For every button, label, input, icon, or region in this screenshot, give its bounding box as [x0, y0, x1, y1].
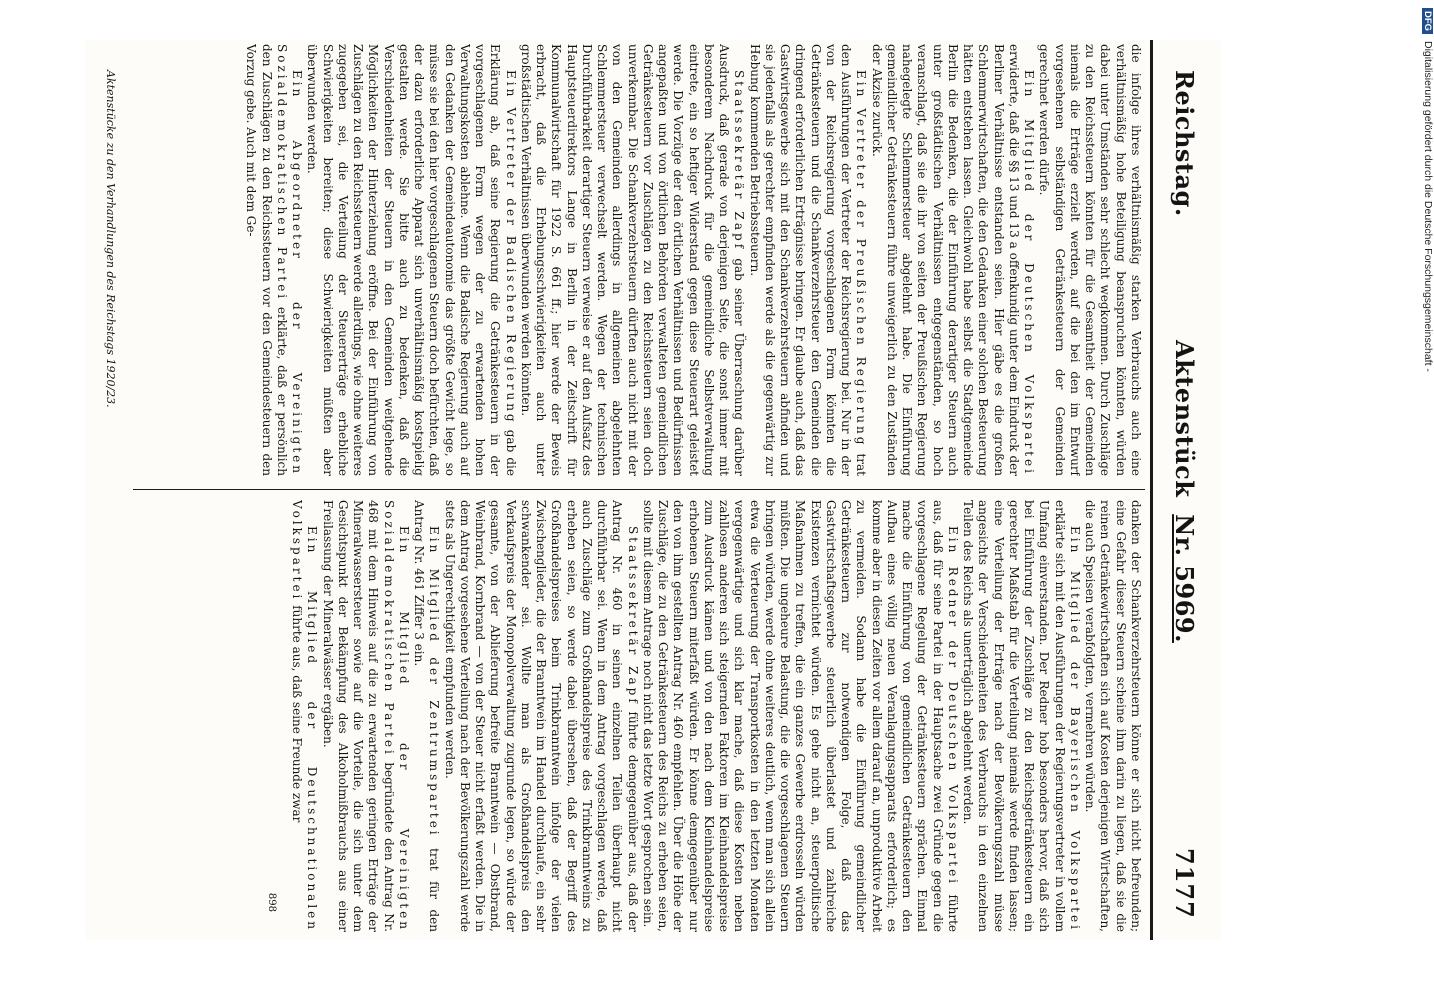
paragraph-text: trat den Ausführungen der Vertreter der Reichsregierung bei. Nur in der von der Reichsregierung vorgeschlagenen Form könnten die Getränkesteuern und die Schankverzehrsteuer den Gemeinden die dringend erforderlichen Erträgnisse bringen. Er glaube auch, daß das Gastwirtsgewerbe sich mit den Schankverzehrsteuern abfinden und sie jedenfalls als gerechter empfinden werde als die gegenwärtig zur Hebung kommenden Betriebssteuern.: [747, 44, 869, 476]
header-reichstag: Reichstag.: [1170, 70, 1199, 217]
speaker-label: Ein Vertreter der Preußischen Regierung: [854, 70, 869, 448]
header-rule: [1150, 40, 1153, 940]
paragraph: [747, 44, 869, 476]
paragraph-text: gab die Erklärung ab, daß seine Regierung die Getränkesteuern in der vorgeschlagenen Form wegen der zu erwartenden hohen Verwaltungskosten ablehne. Wenn die Badische Regierung auch auf den Gedanken der Gemeindeautonomie das größte Gewicht lege, so müsse sie bei den hier vorgeschlagenen Steuern doch befürchten, daß der dazu erforderliche Apparat sich unverhältnismäßig kostspielig gestalten werde. Sie bitte auch zu bedenken, daß die Verschiedenheiten der Steuern in den Gemeinden weitgehende Möglichkeiten der Hinterziehung eröffne. Bei der Einführung von Zuschlägen zu den Reichssteuern werde allerdings, wie ohne weiteres zugegeben sei, die Verteilung der Steuererträge erhebliche Schwierigkeiten bereiten; diese Schwierigkeiten müßten aber überwunden werden.: [305, 44, 518, 476]
speaker-label: Ein Abgeordneter der Vereinigten Sozialdemokratischen Partei: [275, 44, 305, 476]
page-footer: Aktenstücke zu den Verhandlungen des Reichstags 1920/23.: [104, 70, 117, 408]
speaker-label: Ein Mitglied der Deutschen Volkspartei: [1022, 70, 1037, 476]
paragraph: [289, 500, 320, 932]
digitization-text: Digitalisierung gefördert durch die Deutsche Forschungsgemeinschaft -: [1422, 40, 1434, 372]
header-aktenstueck: Aktenstück: [1170, 340, 1199, 498]
paragraph-text: die infolge ihres verhältnismäßig starken Verbrauchs auch eine verhältnismäßig hohe Beteiligung beanspruchen könnten, würden dabei unter Umständen sehr schlecht wegkommen. Durch Zuschläge zu den Reichssteuern könnten für die Gesamtheit der Gemeinden niemals die Erträge erzielt werden, auf die bei den im Entwurf vorgesehenen selbständigen Getränkesteuern der Gemeinden gerechnet werden dürfe.: [1037, 44, 1143, 476]
speaker-label: Staatssekretär Zapf: [732, 70, 747, 252]
paragraph-text: trat für den Antrag Nr. 461 Ziffer 3 ein.: [412, 500, 442, 932]
paragraph-text: führte aus, daß seine Freunde zwar: [290, 605, 305, 823]
paragraph-text: begründete den Antrag Nr. 468 mit dem Hinweis auf die zu erwartenden geringen Erträge der Mineralwassersteuer sowie auf die Vorteile, die sich unter dem Gesichtspunkt der Bekämpfung des Alkoholmißbrauchs aus einer Freilassung der Mineralwässer ergäben.: [320, 500, 396, 932]
speaker-label: Ein Mitglied der Deutschnationalen Volkspartei: [290, 500, 320, 932]
speaker-label: Staatssekretär Zapf: [625, 526, 640, 706]
document-page: [86, 40, 1221, 940]
paragraph: [304, 44, 518, 476]
header-document-number: Nr. 5969.: [1170, 514, 1199, 643]
signature-mark: 898: [266, 892, 277, 912]
page-header: [1153, 40, 1213, 940]
column-divider: [133, 489, 1145, 490]
paragraph: [411, 500, 442, 932]
paragraph-text: danken der Schankverzehrsteuern könne er sich nicht befreunden; eine Gefahr dieser Steuern scheine ihm darin zu liegen, daß sie die reinen Getränkewirtschaften sich auf Kosten derjenigen Wirtschaften, die auch Speisen verabfolgten, vermehren würden.: [1083, 500, 1143, 932]
text-column-left: [133, 44, 1143, 476]
speaker-label: Ein Mitglied der Zentrumspartei: [427, 526, 442, 838]
paragraph-text: erklärte, daß er persönlich den Zuschlägen zu den Reichssteuern vor den Gemeindesteuern den Vorzug gebe. Auch mit dem Ge-: [244, 44, 289, 476]
header-title: [1170, 340, 1199, 643]
dfg-logo: DFG: [1422, 8, 1433, 34]
paragraph: [1036, 44, 1143, 476]
paragraph: [640, 500, 960, 932]
page-number: 7177: [1170, 848, 1199, 919]
paragraph: [869, 44, 1037, 476]
paragraph-text: führte demgegenüber aus, daß der Antrag Nr. 460 in seinen einzelnen Teilen überhaupt nicht durchführbar sei. Wenn in dem Antrag vorgeschlagen werde, daß auch Zuschläge zum Großhandelspreise des Trinkbranntweins zu erheben seien, so werde dabei übersehen, daß der Begriff des Großhandelspreises beim Trinkbranntwein infolge der vielen Zwischenglieder, die der Branntwein im Handel durchlaufe, ein sehr schwankender sei. Wollte man als Großhandelspreis den Verkaufspreis der Monopolverwaltung zugrunde legen, so würde der gesamte, von der Ablieferung befreite Branntwein — Obstbrand, Weinbrand, Kornbrand — von der Steuer nicht erfaßt werden. Die in dem Antrag vorgesehene Verteilung nach der Bevölkerungszahl werde stets als Ungerechtigkeit empfunden werden.: [442, 500, 640, 932]
speaker-label: Ein Vertreter der Badischen Regierung: [503, 70, 518, 425]
paragraph-text: erwiderte, daß die §§ 13 und 13 a offenkundig unter dem Eindruck der Berliner Verhältnisse entstanden seien. Hier gäbe es die großen Schlemmerwirtschaften, die den Gedanken einer solchen Besteuerung hätten entstehen lassen. Gleichwohl habe selbst die Stadtgemeinde Berlin die Bedenken, die der Einführung derartiger Steuern auch unter großstädtischen Verhältnissen entgegenständen, so hoch veranschlagt, daß sie die ihr von seiten der Preußischen Regierung nahegelegte Schlemmersteuer abgelehnt habe. Die Einführung gemeindlicher Getränkesteuern führe unweigerlich zu den Zuständen der Akzise zurück.: [869, 44, 1021, 476]
paragraph-text: führte aus, daß für seine Partei in der Hauptsache zwei Gründe gegen die vorgeschlagene Regelung der Getränkesteuern sprächen. Einmal mache die Einführung von gemeindlichen Getränkesteuern den Aufbau eines völlig neuen Veranlagungsapparats erforderlich; es komme aber in diesen Zeiten vor allem darauf an, unproduktive Arbeit zu vermeiden. Sodann habe die Einführung gemeindlicher Getränkesteuern zur notwendigen Folge, daß das Gastwirtschaftsgewerbe steuerlich überlastet und zahlreiche Existenzen vernichtet würden. Es gehe nicht an, steuerpolitische Maßnahmen zu treffen, die ein ganzes Gewerbe erdrosseln würden müßten. Die ungeheure Belastung, die die vorgeschlagenen Steuern bringen würden, werde ohne weiteres deutlich, wenn man sich allein etwa die Verteuerung der Transportkosten in den letzten Monaten vergegenwärtige und sich klar mache, daß diese Kosten neben zahllosen anderen sich steigernden Faktoren im Kleinhandelspreise zum Ausdruck kämen und von den nach dem Kleinhandelspreise erhobenen Steuern miterfaßt würden. Er könne demgegenüber nur den von ihm gestellten Antrag Nr. 460 empfehlen. Über die Höhe der Zuschläge, die zu den Getränkesteuern des Reichs zu erheben seien, sollte mit diesem Antrage noch nicht das letzte Wort gesprochen sein.: [641, 500, 960, 932]
text-column-right: [133, 500, 1143, 932]
paragraph-text: gab seiner Überraschung darüber Ausdruck, daß gerade von derjenigen Seite, die sonst immer mit besonderem Nachdruck für die gemeindliche Selbstverwaltung eintrete, ein so heftiger Widerstand gegen diese Steuerart geleistet werde. Die Vorzüge der den örtlichen Verhältnissen und Bedürfnissen angepaßten und von örtlichen Behörden verwalteten gemeindlichen Getränkesteuern vor Zuschlägen zu den Reichssteuern seien doch unverkennbar. Die Schankverzehrsteuern dürften auch nicht mit der von den Gemeinden allerdings in allgemeinen abgelehnten Schlemmersteuer verwechselt werden. Wegen der technischen Durchführbarkeit derartiger Steuern verweise er auf den Aufsatz des Hauptsteuerdirektors Lange in Berlin in der Zeitschrift für Kommunalwirtschaft für 1922 S. 661 ff.; hier werde der Beweis erbracht, daß die Erhebungsschwierigkeiten auch unter großstädtischen Verhältnissen überwunden werden könnten.: [519, 44, 747, 476]
digitization-note: [1422, 8, 1434, 372]
paragraph: [442, 500, 640, 932]
speaker-label: Ein Mitglied der Bayerischen Volkspartei: [1068, 526, 1082, 932]
paragraph: [243, 44, 304, 476]
paragraph: [960, 500, 1082, 932]
paragraph-text: erklärte sich mit den Ausführungen der Regierungsvertreter in vollem Umfang einverstanden. Der Redner hob besonders hervor, daß sich bei Einführung der Zuschläge zu den Reichsgetränkesteuern ein gerechter Maßstab für die Verteilung niemals werde finden lassen; eine Verteilung der Erträge nach der Bevölkerungszahl müsse angesichts der Verschiedenheiten des Verbrauchs in den einzelnen Teilen des Reichs als unerträglich abgelehnt werden.: [961, 500, 1067, 932]
paragraph: [1082, 500, 1143, 932]
speaker-label: Ein Redner der Deutschen Volkspartei: [946, 526, 960, 887]
paragraph: [518, 44, 747, 476]
speaker-label: Ein Mitglied der Vereinigten Sozialdemokratischen Partei: [381, 500, 411, 932]
paragraph: [320, 500, 412, 932]
